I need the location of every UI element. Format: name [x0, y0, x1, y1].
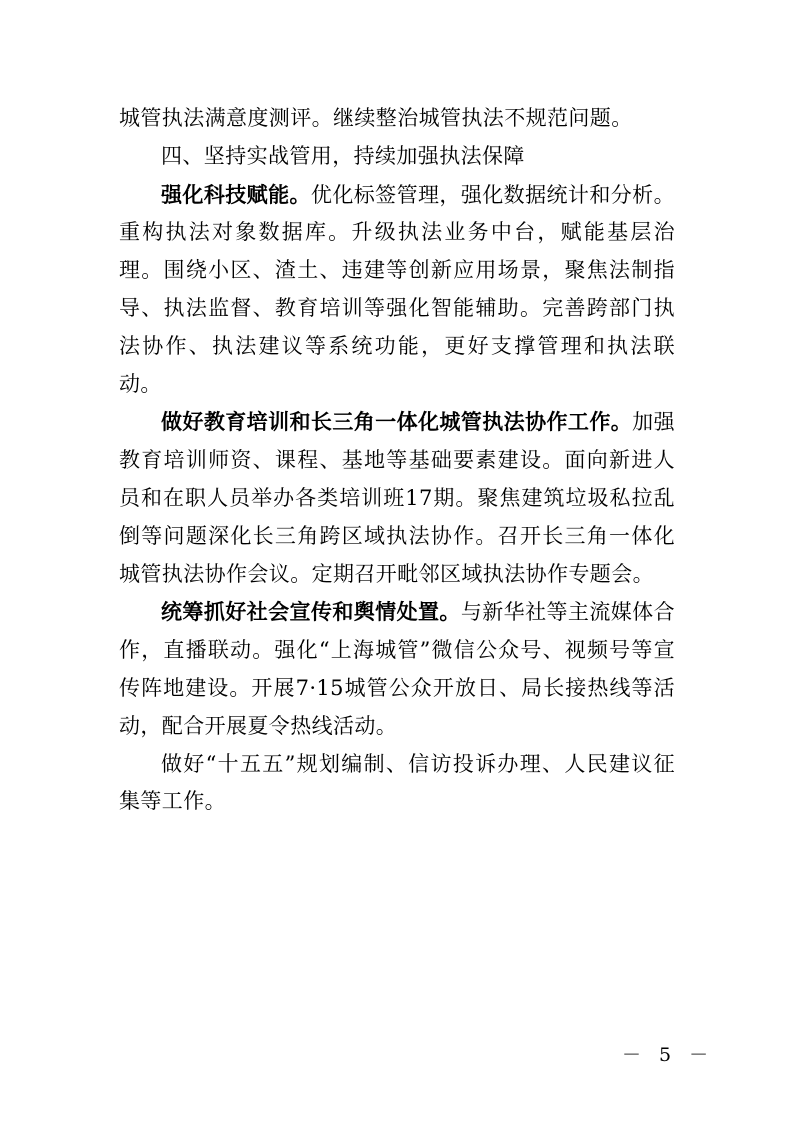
paragraph-planning — [119, 746, 675, 822]
paragraph-text: 优化标签管理，强化数据统计和分析。重构执法对象数据库。升级执法业务中台，赋能基层治理。围绕小区、渣土、违建等创新应用场景，聚焦法制指导、执法监督、教育培训等强化智能辅助。完善跨部门执法协作、执法建议等系统功能，更好支撑管理和执法联动。 — [119, 182, 675, 396]
section-heading-text: 四、坚持实战管用，持续加强执法保障 — [161, 143, 525, 168]
document-body — [119, 100, 675, 821]
paragraph-continuation — [119, 100, 675, 138]
paragraph-publicity — [119, 593, 675, 745]
section-heading — [119, 138, 675, 176]
paragraph-lead: 强化科技赋能。 — [161, 181, 311, 207]
paragraph-lead: 统筹抓好社会宣传和舆情处置。 — [161, 599, 461, 625]
paragraph-text: 城管执法满意度测评。继续整治城管执法不规范问题。 — [119, 106, 633, 130]
paragraph-text: 加强教育培训师资、课程、基地等基础要素建设。面向新进人员和在职人员举办各类培训班17期。聚焦建筑垃圾私拉乱倒等问题深化长三角跨区域执法协作。召开长三角一体化城管执法协作会议。定期召开毗邻区域执法协作专题会。 — [119, 410, 675, 586]
paragraph-text: 做好“十五五”规划编制、信访投诉办理、人民建议征集等工作。 — [119, 751, 675, 814]
paragraph-training-collaboration — [119, 403, 675, 593]
paragraph-tech-empowerment — [119, 176, 675, 404]
page-number: － 5 － — [622, 1044, 715, 1066]
paragraph-text: 与新华社等主流媒体合作，直播联动。强化“上海城管”微信公众号、视频号等宣传阵地建设。开展7·15城管公众开放日、局长接热线等活动，配合开展夏令热线活动。 — [119, 600, 675, 738]
paragraph-lead: 做好教育培训和长三角一体化城管执法协作工作。 — [161, 409, 633, 435]
